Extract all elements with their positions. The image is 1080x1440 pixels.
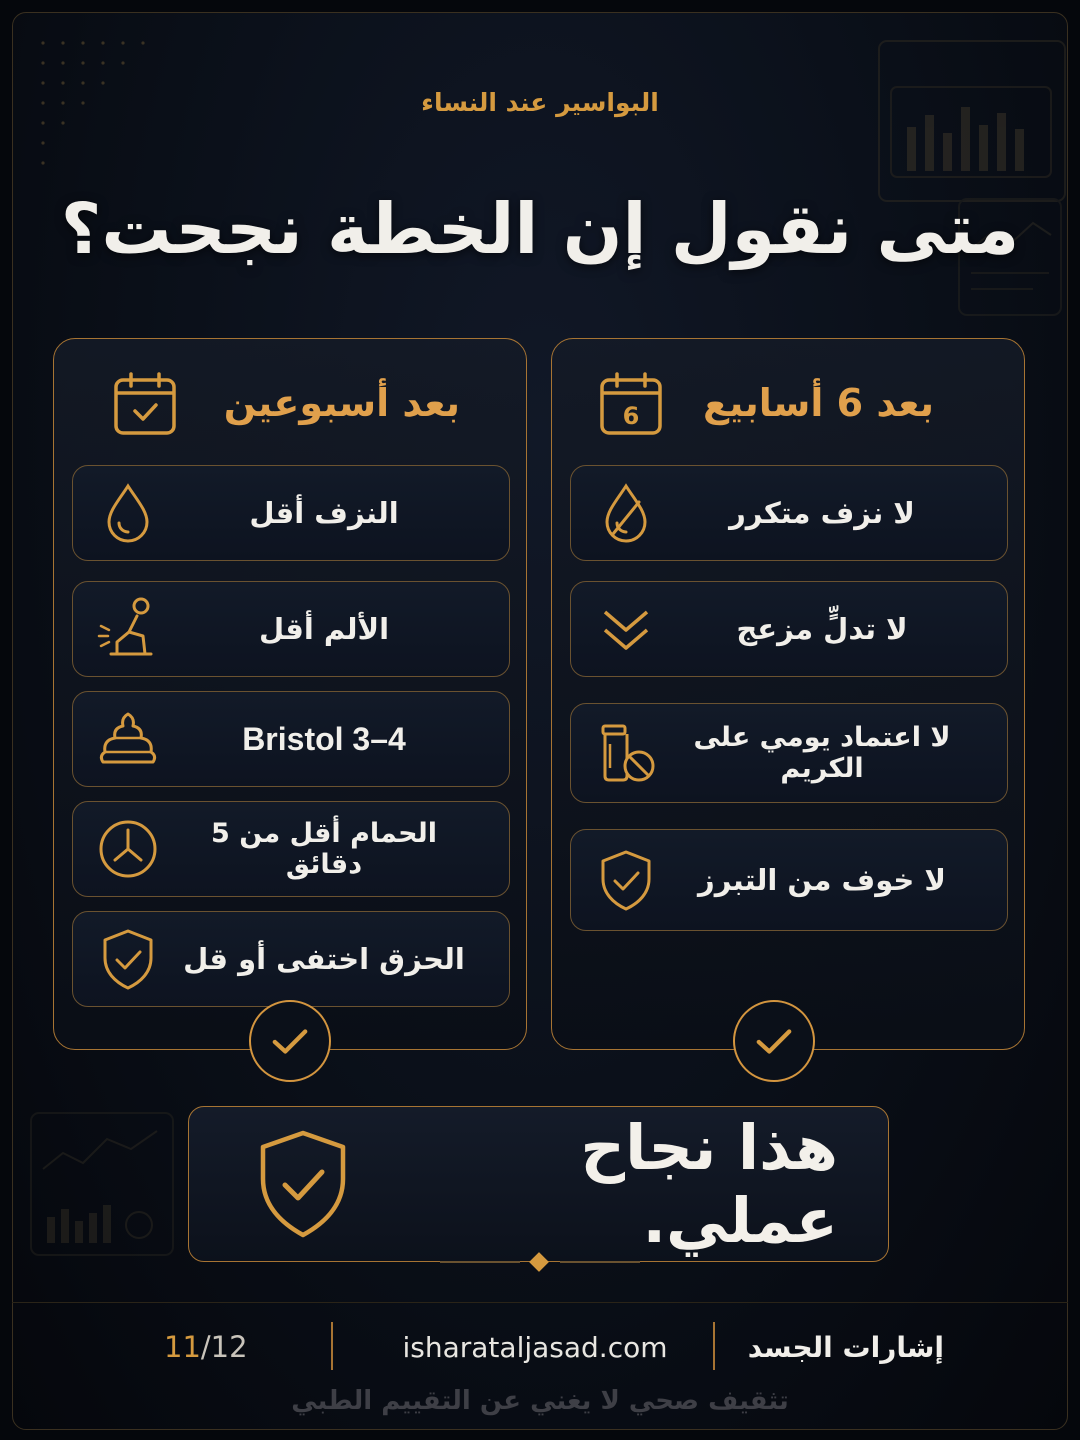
page-counter — [164, 1320, 248, 1374]
check-badge-icon — [249, 1000, 331, 1082]
footer-website-link[interactable]: isharataljasad.com — [402, 1330, 668, 1364]
footer-separator — [713, 1322, 715, 1370]
shield-check-icon — [255, 1127, 351, 1241]
criteria-item — [570, 829, 1008, 931]
criteria-item — [570, 465, 1008, 561]
panel-after-6-weeks — [551, 338, 1025, 1050]
page-title: متى نقول إن الخطة نجحت؟ — [60, 188, 1020, 270]
criteria-item — [72, 581, 510, 677]
calendar-number: 6 — [622, 402, 640, 430]
criteria-label: لا تدلٍّ مزعج — [736, 612, 908, 646]
chevrons-down-icon — [593, 596, 659, 662]
no-drop-icon — [593, 480, 659, 546]
panel-header — [552, 369, 1024, 441]
criteria-item — [72, 911, 510, 1007]
banner-text: هذا نجاح عملي. — [580, 1111, 838, 1257]
panel-header — [54, 369, 526, 441]
footer-brand: إشارات الجسد — [747, 1330, 944, 1364]
panel-after-2-weeks — [53, 338, 527, 1050]
calendar-6-icon — [598, 371, 664, 437]
disclaimer-text: تثقيف صحي لا يغني عن التقييم الطبي — [291, 1386, 789, 1416]
criteria-label: النزف أقل — [249, 496, 399, 530]
criteria-label: لا نزف متكرر — [729, 496, 915, 530]
criteria-item — [72, 801, 510, 897]
clock-icon — [95, 816, 161, 882]
stool-icon — [95, 706, 161, 772]
criteria-label: الألم أقل — [258, 612, 390, 646]
panel-title: بعد أسبوعين — [223, 381, 460, 425]
check-badge-icon — [733, 1000, 815, 1082]
criteria-item — [570, 703, 1008, 803]
divider — [440, 1261, 520, 1263]
seated-pain-icon — [95, 596, 161, 662]
dashboard-decoration-icon — [873, 37, 1068, 327]
criteria-item — [72, 691, 510, 787]
criteria-label: لا اعتماد يومي على الكريم — [693, 722, 951, 784]
drop-icon — [95, 480, 161, 546]
footer-divider — [12, 1302, 1068, 1303]
panel-title: بعد 6 أسابيع — [703, 381, 934, 425]
page-current: 11 — [164, 1330, 201, 1364]
criteria-label: لا خوف من التبرز — [698, 863, 946, 897]
page-total: /12 — [200, 1330, 248, 1364]
calendar-check-icon — [112, 371, 178, 437]
divider — [560, 1261, 640, 1263]
criteria-label: الحزق اختفى أو قل — [183, 942, 465, 976]
no-cream-icon — [593, 720, 659, 786]
shield-check-icon — [95, 926, 161, 992]
criteria-label: الحمام أقل من 5 دقائق — [211, 818, 437, 880]
criteria-label: Bristol 3–4 — [242, 720, 406, 757]
success-banner — [188, 1106, 889, 1262]
topic-kicker: البواسير عند النساء — [421, 88, 659, 117]
shield-check-icon — [593, 847, 659, 913]
criteria-item — [570, 581, 1008, 677]
criteria-item — [72, 465, 510, 561]
footer-separator — [331, 1322, 333, 1370]
analytics-decoration-icon — [27, 1109, 177, 1259]
